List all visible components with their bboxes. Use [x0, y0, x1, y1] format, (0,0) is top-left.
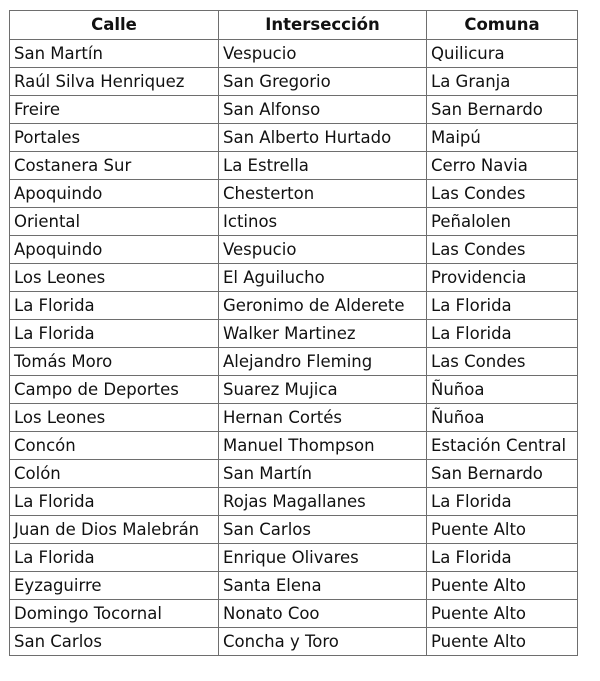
table-row: [10, 600, 578, 628]
cell-comuna: Puente Alto: [427, 628, 578, 656]
cell-interseccion: Rojas Magallanes: [219, 488, 427, 516]
table-row: [10, 292, 578, 320]
cell-comuna: Maipú: [427, 124, 578, 152]
cell-calle: Oriental: [10, 208, 219, 236]
cell-calle: Portales: [10, 124, 219, 152]
cell-calle: La Florida: [10, 292, 219, 320]
cell-calle: Eyzaguirre: [10, 572, 219, 600]
intersections-table: [9, 10, 578, 656]
table-row: [10, 488, 578, 516]
cell-comuna: La Florida: [427, 320, 578, 348]
cell-comuna: Puente Alto: [427, 516, 578, 544]
cell-interseccion: San Martín: [219, 460, 427, 488]
table-row: [10, 432, 578, 460]
cell-calle: Los Leones: [10, 404, 219, 432]
cell-interseccion: Alejandro Fleming: [219, 348, 427, 376]
cell-calle: Tomás Moro: [10, 348, 219, 376]
cell-comuna: La Florida: [427, 544, 578, 572]
table-row: [10, 96, 578, 124]
cell-comuna: Puente Alto: [427, 572, 578, 600]
table-row: [10, 376, 578, 404]
column-header-calle: Calle: [10, 11, 219, 40]
cell-interseccion: Enrique Olivares: [219, 544, 427, 572]
table-row: [10, 264, 578, 292]
table-row: [10, 236, 578, 264]
table-row: [10, 68, 578, 96]
table-row: [10, 180, 578, 208]
cell-comuna: San Bernardo: [427, 460, 578, 488]
cell-comuna: Las Condes: [427, 180, 578, 208]
cell-comuna: Peñalolen: [427, 208, 578, 236]
cell-calle: Raúl Silva Henriquez: [10, 68, 219, 96]
cell-calle: Freire: [10, 96, 219, 124]
table-row: [10, 348, 578, 376]
table-row: [10, 572, 578, 600]
table-row: [10, 320, 578, 348]
table-row: [10, 40, 578, 68]
cell-calle: La Florida: [10, 544, 219, 572]
cell-comuna: La Florida: [427, 292, 578, 320]
cell-interseccion: Geronimo de Alderete: [219, 292, 427, 320]
cell-calle: Los Leones: [10, 264, 219, 292]
cell-calle: Juan de Dios Malebrán: [10, 516, 219, 544]
cell-interseccion: San Gregorio: [219, 68, 427, 96]
cell-interseccion: Ictinos: [219, 208, 427, 236]
cell-comuna: Ñuñoa: [427, 404, 578, 432]
cell-calle: Apoquindo: [10, 236, 219, 264]
column-header-interseccion: Intersección: [219, 11, 427, 40]
table-row: [10, 208, 578, 236]
cell-interseccion: Concha y Toro: [219, 628, 427, 656]
cell-comuna: Quilicura: [427, 40, 578, 68]
column-header-comuna: Comuna: [427, 11, 578, 40]
cell-interseccion: La Estrella: [219, 152, 427, 180]
table-body: [10, 40, 578, 656]
cell-comuna: Providencia: [427, 264, 578, 292]
cell-interseccion: El Aguilucho: [219, 264, 427, 292]
cell-comuna: Puente Alto: [427, 600, 578, 628]
cell-comuna: La Florida: [427, 488, 578, 516]
cell-comuna: San Bernardo: [427, 96, 578, 124]
cell-interseccion: Manuel Thompson: [219, 432, 427, 460]
cell-calle: San Martín: [10, 40, 219, 68]
cell-interseccion: Hernan Cortés: [219, 404, 427, 432]
cell-interseccion: Suarez Mujica: [219, 376, 427, 404]
cell-comuna: Las Condes: [427, 236, 578, 264]
cell-interseccion: San Alberto Hurtado: [219, 124, 427, 152]
table-row: [10, 124, 578, 152]
cell-comuna: Ñuñoa: [427, 376, 578, 404]
cell-comuna: Cerro Navia: [427, 152, 578, 180]
table-row: [10, 460, 578, 488]
cell-interseccion: San Alfonso: [219, 96, 427, 124]
cell-calle: Campo de Deportes: [10, 376, 219, 404]
table-row: [10, 152, 578, 180]
cell-interseccion: Nonato Coo: [219, 600, 427, 628]
cell-calle: La Florida: [10, 488, 219, 516]
cell-interseccion: San Carlos: [219, 516, 427, 544]
table-header-row: [10, 11, 578, 40]
cell-interseccion: Vespucio: [219, 236, 427, 264]
cell-comuna: La Granja: [427, 68, 578, 96]
table-row: [10, 404, 578, 432]
cell-calle: Domingo Tocornal: [10, 600, 219, 628]
cell-interseccion: Vespucio: [219, 40, 427, 68]
cell-calle: Colón: [10, 460, 219, 488]
cell-interseccion: Santa Elena: [219, 572, 427, 600]
table-row: [10, 516, 578, 544]
cell-interseccion: Walker Martinez: [219, 320, 427, 348]
table-row: [10, 544, 578, 572]
table-row: [10, 628, 578, 656]
cell-calle: La Florida: [10, 320, 219, 348]
cell-interseccion: Chesterton: [219, 180, 427, 208]
cell-calle: Costanera Sur: [10, 152, 219, 180]
cell-calle: Apoquindo: [10, 180, 219, 208]
cell-comuna: Estación Central: [427, 432, 578, 460]
cell-calle: San Carlos: [10, 628, 219, 656]
cell-comuna: Las Condes: [427, 348, 578, 376]
cell-calle: Concón: [10, 432, 219, 460]
